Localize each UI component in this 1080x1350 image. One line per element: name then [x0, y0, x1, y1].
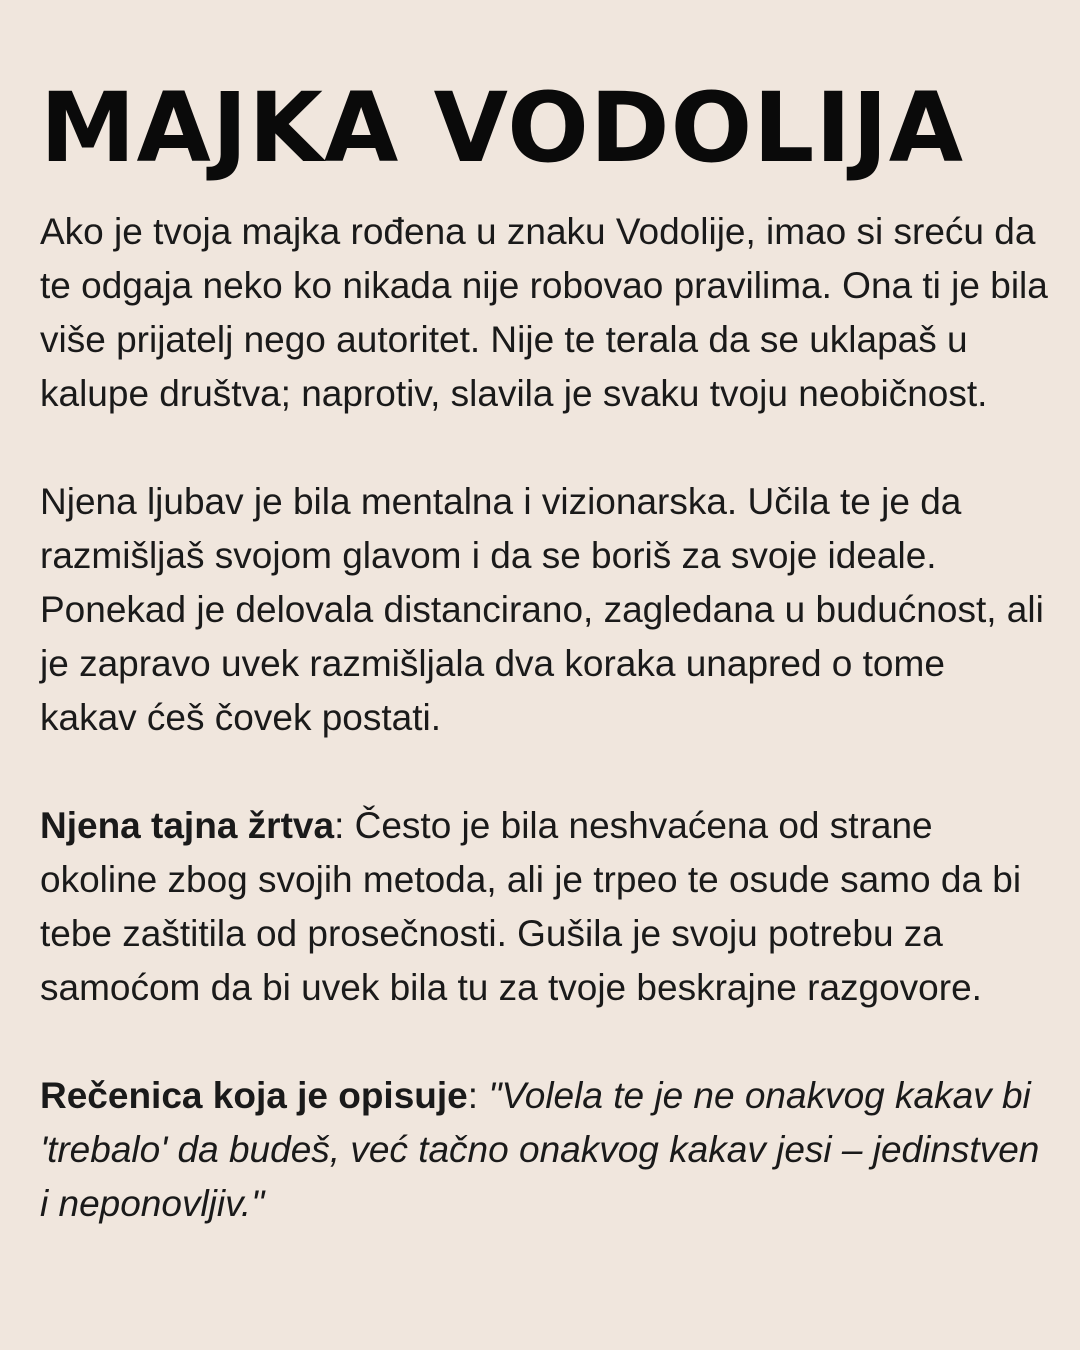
sacrifice-text: : Često je bila neshvaćena od strane okoline zbog svojih metoda, ali je trpeo te osude samo da bi tebe zaštitila od prosečnosti. Gušila je svoju potrebu za samoćom da bi uvek bila tu za tvoje beskrajne razgovore. — [40, 805, 1022, 1008]
paragraph-sacrifice — [40, 799, 1050, 1015]
page-title: MAЈKA VODOLIЈA — [40, 72, 965, 184]
article-body — [40, 205, 1050, 1285]
quote-text: "Volela te je ne onakvog kakav bi 'trebalo' da budeš, već tačno onakvog kakav jesi – jedinstven i neponovljiv." — [40, 1075, 1040, 1224]
paragraph-quote — [40, 1069, 1050, 1231]
sacrifice-label: Njena tajna žrtva — [40, 805, 335, 846]
paragraph-love: Njena ljubav je bila mentalna i vizionarska. Učila te je da razmišljaš svojom glavom i da se boriš za svoje ideale. Ponekad je delovala distancirano, zagledana u budućnost, ali je zapravo uvek razmišljala dva koraka unapred o tome kakav ćeš čovek postati. — [40, 481, 1044, 738]
quote-label: Rečenica koja je opisuje — [40, 1075, 468, 1116]
paragraph-intro: Ako je tvoja majka rođena u znaku Vodolije, imao si sreću da te odgaja neko ko nikada nije robovao pravilima. Ona ti je bila više prijatelj nego autoritet. Nije te terala da se uklapaš u kalupe društva; naprotiv, slavila je svaku tvoju neobičnost. — [40, 211, 1048, 414]
quote-separator: : — [467, 1075, 489, 1116]
